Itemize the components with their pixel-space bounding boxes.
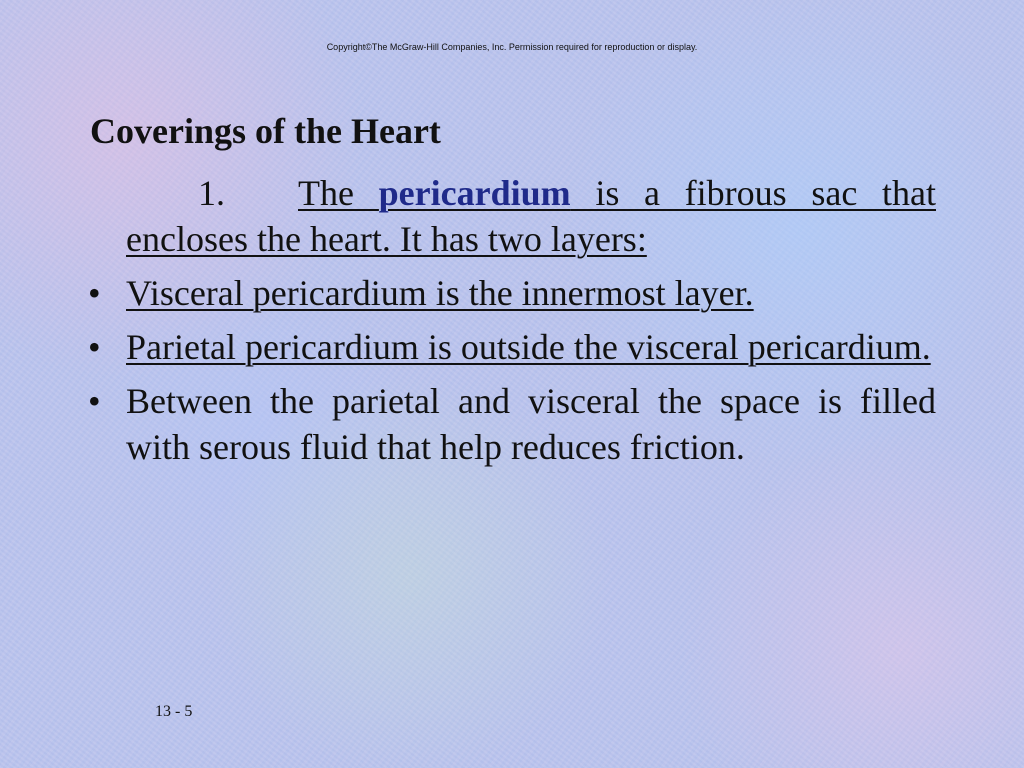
bullet-text-serous-fluid: Between the parietal and visceral the space is filled with serous fluid that help reduces friction. [126,381,936,467]
pericardium-term: pericardium [378,173,571,213]
page-number: 13 - 5 [155,703,193,720]
bullet-text-visceral: Visceral pericardium is the innermost layer. [126,273,754,313]
intro-paragraph [88,170,936,262]
bullet-item-parietal [88,324,936,370]
intro-text-before: The [298,173,379,213]
intro-text-after: is a fibrous sac that encloses the heart. It has two layers: [126,173,936,259]
copyright-notice: Copyright©The McGraw-Hill Companies, Inc. Permission required for reproduction or display. [326,42,698,52]
bullet-icon: • [88,273,101,313]
slide-content [88,170,936,478]
bullet-list [88,270,936,470]
bullet-icon: • [88,327,101,367]
bullet-icon: • [88,381,101,421]
bullet-text-parietal: Parietal pericardium is outside the visceral pericardium. [126,327,931,367]
slide-title: Coverings of the Heart [90,111,441,151]
bullet-item-visceral [88,270,936,316]
bullet-item-serous-fluid [88,378,936,470]
intro-number: 1. [198,173,225,213]
